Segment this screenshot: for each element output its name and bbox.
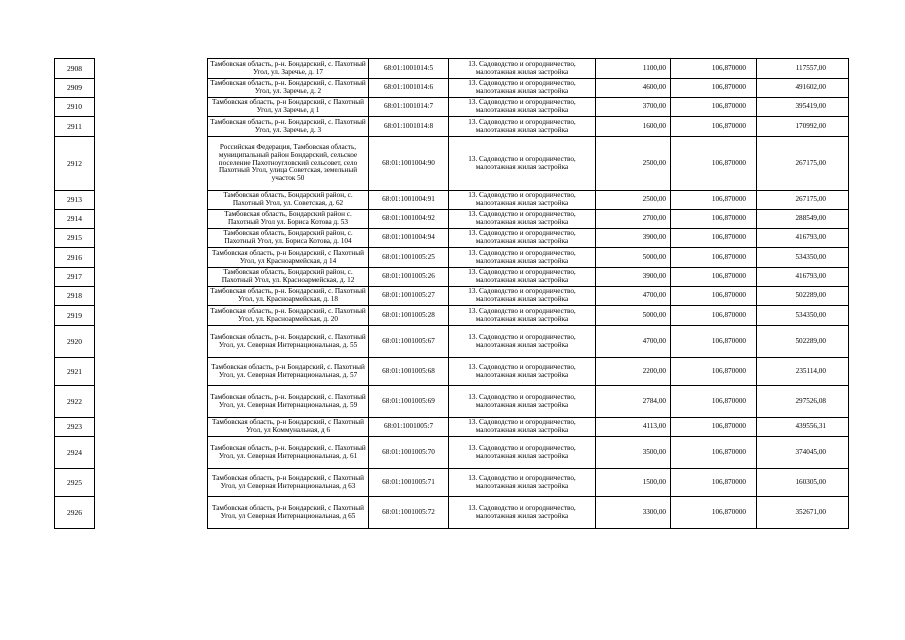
cadastral-number-cell: 68:01:1001005:70 xyxy=(369,437,449,469)
row-number-row xyxy=(55,287,95,306)
land-use-cell: 13. Садоводство и огородничество, малоэтажная жилая застройка xyxy=(449,59,596,79)
table-row xyxy=(208,306,849,326)
row-number-cell: 2925 xyxy=(55,469,95,497)
row-number-cell: 2923 xyxy=(55,418,95,437)
row-number-row xyxy=(55,98,95,117)
address-cell: Тамбовская область, р-н. Бондарский, с. Пахотный Угол, ул. Северная Интернациональная, д. 59 xyxy=(208,386,369,418)
address-cell: Тамбовская область, р-н. Бондарский, с. Пахотный Угол, ул. Заречье, д. 3 xyxy=(208,117,369,137)
area-cell: 3900,00 xyxy=(596,268,671,287)
row-number-cell: 2914 xyxy=(55,210,95,229)
row-number-row xyxy=(55,386,95,418)
cadastral-number-cell: 68:01:1001005:28 xyxy=(369,306,449,326)
cadastral-value-cell: 117557,00 xyxy=(757,59,849,79)
rate-cell: 106,870000 xyxy=(671,59,757,79)
cadastral-value-cell: 374045,00 xyxy=(757,437,849,469)
row-number-cell: 2924 xyxy=(55,437,95,469)
row-number-cell: 2909 xyxy=(55,79,95,98)
cadastral-value-cell: 170992,00 xyxy=(757,117,849,137)
cadastral-number-cell: 68:01:1001004:92 xyxy=(369,210,449,229)
cadastral-number-cell: 68:01:1001004:90 xyxy=(369,137,449,191)
land-use-cell: 13. Садоводство и огородничество, малоэтажная жилая застройка xyxy=(449,386,596,418)
address-cell: Тамбовская область, р-н. Бондарский, с. Пахотный Угол, ул. Северная Интернациональная, д. 55 xyxy=(208,326,369,358)
area-cell: 3900,00 xyxy=(596,229,671,248)
cadastral-number-cell: 68:01:1001005:68 xyxy=(369,358,449,386)
row-number-cell: 2926 xyxy=(55,497,95,529)
area-cell: 2200,00 xyxy=(596,358,671,386)
land-use-cell: 13. Садоводство и огородничество, малоэтажная жилая застройка xyxy=(449,229,596,248)
area-cell: 1100,00 xyxy=(596,59,671,79)
address-cell: Тамбовская область, р-н. Бондарский, с. Пахотный Угол, ул. Северная Интернациональная, д. 61 xyxy=(208,437,369,469)
rate-cell: 106,870000 xyxy=(671,137,757,191)
land-use-cell: 13. Садоводство и огородничество, малоэтажная жилая застройка xyxy=(449,117,596,137)
land-plots-body xyxy=(208,59,849,529)
address-cell: Тамбовская область, р-н Бондарский, с Пахотный Угол, ул Красноармейская, д 14 xyxy=(208,248,369,268)
land-use-cell: 13. Садоводство и огородничество, малоэтажная жилая застройка xyxy=(449,268,596,287)
row-number-cell: 2919 xyxy=(55,306,95,326)
area-cell: 4600,00 xyxy=(596,79,671,98)
cadastral-value-cell: 160305,00 xyxy=(757,469,849,497)
area-cell: 4700,00 xyxy=(596,287,671,306)
row-number-row xyxy=(55,326,95,358)
table-row xyxy=(208,98,849,117)
rate-cell: 106,870000 xyxy=(671,497,757,529)
rate-cell: 106,870000 xyxy=(671,306,757,326)
table-row xyxy=(208,437,849,469)
land-use-cell: 13. Садоводство и огородничество, малоэтажная жилая застройка xyxy=(449,137,596,191)
row-number-cell: 2920 xyxy=(55,326,95,358)
cadastral-value-cell: 439556,31 xyxy=(757,418,849,437)
area-cell: 3500,00 xyxy=(596,437,671,469)
row-number-row xyxy=(55,79,95,98)
row-number-row xyxy=(55,358,95,386)
table-row xyxy=(208,248,849,268)
area-cell: 2500,00 xyxy=(596,137,671,191)
table-row xyxy=(208,117,849,137)
area-cell: 4700,00 xyxy=(596,326,671,358)
address-cell: Тамбовская область, р-н. Бондарский, с. Пахотный Угол, ул. Красноармейская, д. 20 xyxy=(208,306,369,326)
row-number-row xyxy=(55,248,95,268)
land-use-cell: 13. Садоводство и огородничество, малоэтажная жилая застройка xyxy=(449,469,596,497)
table-row xyxy=(208,418,849,437)
row-number-cell: 2911 xyxy=(55,117,95,137)
table-row xyxy=(208,268,849,287)
row-number-cell: 2921 xyxy=(55,358,95,386)
rate-cell: 106,870000 xyxy=(671,326,757,358)
rate-cell: 106,870000 xyxy=(671,229,757,248)
row-number-cell: 2917 xyxy=(55,268,95,287)
area-cell: 5000,00 xyxy=(596,248,671,268)
address-cell: Российская Федерация, Тамбовская область, муниципальный район Бондарский, сельское поселение Пахотноугловский сельсовет, село Пахотный Угол, улица Советская, земельный участок 50 xyxy=(208,137,369,191)
cadastral-number-cell: 68:01:1001014:7 xyxy=(369,98,449,117)
rate-cell: 106,870000 xyxy=(671,117,757,137)
land-use-cell: 13. Садоводство и огородничество, малоэтажная жилая застройка xyxy=(449,306,596,326)
land-plots-table xyxy=(207,58,849,529)
address-cell: Тамбовская область, р-н. Бондарский, с. Пахотный Угол, ул. Красноармейская, д. 18 xyxy=(208,287,369,306)
row-number-cell: 2916 xyxy=(55,248,95,268)
land-use-cell: 13. Садоводство и огородничество, малоэтажная жилая застройка xyxy=(449,437,596,469)
row-number-cell: 2908 xyxy=(55,59,95,79)
land-use-cell: 13. Садоводство и огородничество, малоэтажная жилая застройка xyxy=(449,79,596,98)
table-row xyxy=(208,137,849,191)
area-cell: 2700,00 xyxy=(596,210,671,229)
land-use-cell: 13. Садоводство и огородничество, малоэтажная жилая застройка xyxy=(449,191,596,210)
rate-cell: 106,870000 xyxy=(671,248,757,268)
cadastral-value-cell: 267175,00 xyxy=(757,137,849,191)
rate-cell: 106,870000 xyxy=(671,79,757,98)
row-number-row xyxy=(55,469,95,497)
row-number-row xyxy=(55,268,95,287)
table-row xyxy=(208,287,849,306)
cadastral-value-cell: 267175,00 xyxy=(757,191,849,210)
cadastral-number-cell: 68:01:1001014:8 xyxy=(369,117,449,137)
address-cell: Тамбовская область, Бондарский район, с. Пахотный Угол, ул. Советская, д. 62 xyxy=(208,191,369,210)
area-cell: 2784,00 xyxy=(596,386,671,418)
land-use-cell: 13. Садоводство и огородничество, малоэтажная жилая застройка xyxy=(449,287,596,306)
row-number-cell: 2915 xyxy=(55,229,95,248)
area-cell: 3300,00 xyxy=(596,497,671,529)
rate-cell: 106,870000 xyxy=(671,210,757,229)
row-number-cell: 2912 xyxy=(55,137,95,191)
area-cell: 5000,00 xyxy=(596,306,671,326)
address-cell: Тамбовская область, р-н Бондарский, с Пахотный Угол, ул Заречье, д 1 xyxy=(208,98,369,117)
cadastral-value-cell: 534350,00 xyxy=(757,248,849,268)
cadastral-number-cell: 68:01:1001014:5 xyxy=(369,59,449,79)
rate-cell: 106,870000 xyxy=(671,191,757,210)
rate-cell: 106,870000 xyxy=(671,469,757,497)
cadastral-value-cell: 502289,00 xyxy=(757,326,849,358)
area-cell: 3700,00 xyxy=(596,98,671,117)
row-number-row xyxy=(55,229,95,248)
address-cell: Тамбовская область, р-н Бондарский, с Пахотный Угол, ул Северная Интернациональная, д 65 xyxy=(208,497,369,529)
row-number-body xyxy=(55,59,95,529)
row-number-cell: 2910 xyxy=(55,98,95,117)
land-use-cell: 13. Садоводство и огородничество, малоэтажная жилая застройка xyxy=(449,497,596,529)
address-cell: Тамбовская область, Бондарский район, с. Пахотный Угол, ул. Бориса Котова, д. 104 xyxy=(208,229,369,248)
address-cell: Тамбовская область, р-н. Бондарский, с. Пахотный Угол, ул. Заречье, д. 2 xyxy=(208,79,369,98)
table-row xyxy=(208,497,849,529)
row-number-cell: 2922 xyxy=(55,386,95,418)
table-row xyxy=(208,191,849,210)
row-number-row xyxy=(55,418,95,437)
area-cell: 4113,00 xyxy=(596,418,671,437)
row-number-row xyxy=(55,137,95,191)
cadastral-value-cell: 502289,00 xyxy=(757,287,849,306)
cadastral-value-cell: 534350,00 xyxy=(757,306,849,326)
cadastral-number-cell: 68:01:1001005:69 xyxy=(369,386,449,418)
land-use-cell: 13. Садоводство и огородничество, малоэтажная жилая застройка xyxy=(449,210,596,229)
address-cell: Тамбовская область, р-н Бондарский, с. Пахотный Угол, ул. Северная Интернациональная, д. 57 xyxy=(208,358,369,386)
land-use-cell: 13. Садоводство и огородничество, малоэтажная жилая застройка xyxy=(449,358,596,386)
cadastral-value-cell: 491602,00 xyxy=(757,79,849,98)
address-cell: Тамбовская область, р-н. Бондарский, с. Пахотный Угол, ул. Заречье, д. 17 xyxy=(208,59,369,79)
rate-cell: 106,870000 xyxy=(671,268,757,287)
table-row xyxy=(208,326,849,358)
cadastral-number-cell: 68:01:1001005:26 xyxy=(369,268,449,287)
rate-cell: 106,870000 xyxy=(671,437,757,469)
area-cell: 1600,00 xyxy=(596,117,671,137)
rate-cell: 106,870000 xyxy=(671,98,757,117)
cadastral-value-cell: 416793,00 xyxy=(757,268,849,287)
rate-cell: 106,870000 xyxy=(671,358,757,386)
table-row xyxy=(208,210,849,229)
area-cell: 2500,00 xyxy=(596,191,671,210)
land-use-cell: 13. Садоводство и огородничество, малоэтажная жилая застройка xyxy=(449,248,596,268)
row-number-row xyxy=(55,437,95,469)
address-cell: Тамбовская область, Бондарский район, с. Пахотный Угол, ул. Красноармейская, д. 12 xyxy=(208,268,369,287)
table-row xyxy=(208,386,849,418)
table-row xyxy=(208,469,849,497)
land-use-cell: 13. Садоводство и огородничество, малоэтажная жилая застройка xyxy=(449,98,596,117)
row-number-cell: 2918 xyxy=(55,287,95,306)
cadastral-value-cell: 416793,00 xyxy=(757,229,849,248)
area-cell: 1500,00 xyxy=(596,469,671,497)
cadastral-number-cell: 68:01:1001005:67 xyxy=(369,326,449,358)
rate-cell: 106,870000 xyxy=(671,418,757,437)
row-number-row xyxy=(55,497,95,529)
row-number-row xyxy=(55,191,95,210)
row-number-row xyxy=(55,59,95,79)
address-cell: Тамбовская область, р-н Бондарский, с Пахотный Угол, ул Северная Интернациональная, д 63 xyxy=(208,469,369,497)
cadastral-number-cell: 68:01:1001005:71 xyxy=(369,469,449,497)
address-cell: Тамбовская область, р-н Бондарский, с Пахотный Угол, ул Коммунальная, д 6 xyxy=(208,418,369,437)
rate-cell: 106,870000 xyxy=(671,386,757,418)
cadastral-value-cell: 297526,08 xyxy=(757,386,849,418)
cadastral-value-cell: 395419,00 xyxy=(757,98,849,117)
rate-cell: 106,870000 xyxy=(671,287,757,306)
table-row xyxy=(208,229,849,248)
cadastral-number-cell: 68:01:1001004:94 xyxy=(369,229,449,248)
row-number-table xyxy=(54,58,95,529)
cadastral-number-cell: 68:01:1001005:7 xyxy=(369,418,449,437)
table-row xyxy=(208,59,849,79)
table-row xyxy=(208,358,849,386)
row-number-cell: 2913 xyxy=(55,191,95,210)
address-cell: Тамбовская область, Бондарский район с. Пахотный Угол ул. Бориса Котова д. 53 xyxy=(208,210,369,229)
cadastral-number-cell: 68:01:1001005:72 xyxy=(369,497,449,529)
row-number-row xyxy=(55,210,95,229)
row-number-row xyxy=(55,306,95,326)
row-number-row xyxy=(55,117,95,137)
cadastral-number-cell: 68:01:1001005:25 xyxy=(369,248,449,268)
cadastral-value-cell: 288549,00 xyxy=(757,210,849,229)
cadastral-number-cell: 68:01:1001005:27 xyxy=(369,287,449,306)
cadastral-value-cell: 352671,00 xyxy=(757,497,849,529)
table-row xyxy=(208,79,849,98)
cadastral-value-cell: 235114,00 xyxy=(757,358,849,386)
land-use-cell: 13. Садоводство и огородничество, малоэтажная жилая застройка xyxy=(449,326,596,358)
cadastral-number-cell: 68:01:1001014:6 xyxy=(369,79,449,98)
cadastral-number-cell: 68:01:1001004:91 xyxy=(369,191,449,210)
land-use-cell: 13. Садоводство и огородничество, малоэтажная жилая застройка xyxy=(449,418,596,437)
